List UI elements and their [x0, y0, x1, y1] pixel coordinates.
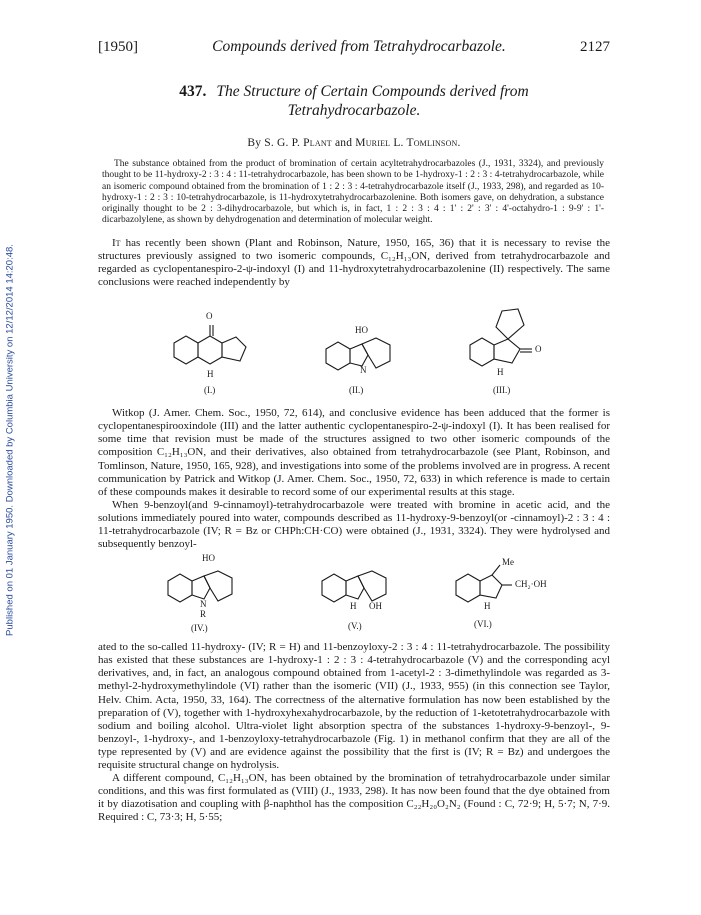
header-page-number: 2127	[579, 39, 610, 55]
structure-I-drawing	[174, 325, 246, 364]
structure-VI-label: (VI.)	[474, 619, 492, 630]
structure-III-drawing	[470, 309, 532, 366]
paragraph-4: ated to the so-called 11-hydroxy- (IV; R = H) and 11-benzoyloxy-2 : 3 : 4 : 11-tetrahydrocarbazole. The possibility has existed that these substances are 1-hydroxy-1 : 2 : 3 : 4-tetrahydrocarbazole (V) and the corresponding acyl derivatives, and, in fact, an analogous compound obtained from 1-acetyl-2 : 3-dimethylindole was regarded as 3-methyl-2-hydroxymethylindole (VI) rather than the isomeric (VII) (J., 1933, 955) (in this connection see Taylor, Helv. Chim. Acta, 1950, 33, 164). The correctness of the alternative formulation has now been established by the preparation of (V), together with 1-hydroxyhexahydrocarbazole, by the reduction of 1-ketotetrahydrocarbazole with sodium and boiling alcohol. Ultra-violet light absorption spectra of the substances 1-hydroxy-9-benzoyl-, 9-benzoyl-, 1-hydroxy-, and 1-benzoyloxy-tetrahydrocarbazole (Fig. 1) in methanol confirm that they are all of the type represented by (V) and are evidence against the possibility that the first is (IV; R = Bz) and undergoes the requisite structural change on hydrolysis.	[98, 641, 610, 772]
structure-I-oxygen: O	[206, 311, 213, 322]
structure-II-drawing	[326, 338, 390, 370]
article-title	[98, 82, 610, 120]
structure-V-label: (V.)	[348, 621, 362, 632]
structures-row-2	[98, 551, 610, 641]
structure-VI-drawing	[456, 565, 512, 602]
structures-row-1	[98, 289, 610, 407]
journal-page	[98, 38, 610, 825]
paragraph-1	[98, 237, 610, 289]
paragraph-2: Witkop (J. Amer. Chem. Soc., 1950, 72, 614), and conclusive evidence has been adduced that the former is cyclopentanespirooxindole (III) and the latter authentic cyclopentanespiro-2-ψ-indoxyl (I). It has been realised for some time that revision must be made of the structures assigned to two other isomeric compounds of the composition C₁₂H₁₃ON, and their derivatives, also obtained from tetrahydrocarbazole (see Plant, Robinson, and Tomlinson, Nature, 1950, 165, 928), and investigations into some of the problems involved are in progress. A recent communication by Patrick and Witkop (J. Amer. Chem. Soc., 1950, 72, 633) in which reference is made to certain of these compounds makes it desirable to record some of our experimental results at this stage.	[98, 407, 610, 498]
author-2: Muriel L. Tomlinson.	[355, 137, 461, 149]
structure-IV-substituent: R	[200, 609, 207, 620]
structure-II-nitrogen: N	[360, 365, 367, 376]
paragraph-1-lead: It	[112, 236, 121, 249]
structure-II-label: (II.)	[349, 385, 364, 396]
structure-I-hydrogen: H	[207, 369, 214, 380]
header-year: [1950]	[98, 39, 138, 55]
download-watermark	[0, 160, 20, 720]
structure-VI-methyl: Me	[502, 557, 514, 568]
structure-V-hydrogen: H	[350, 601, 357, 612]
paragraph-5: A different compound, C₁₂H₁₃ON, has been obtained by the bromination of tetrahydrocarbazole under similar conditions, and this was first formulated as (VIII) (J., 1933, 298). It has now been found that the dye obtained from it by diazotisation and coupling with β-naphthol has the composition C₂₂H₂₀O₂N₂ (Found : C, 72·9; H, 5·7; N, 7·9. Required : C, 73·3; H, 5·55;	[98, 772, 610, 824]
structure-V-hydroxyl: OH	[369, 601, 382, 612]
structure-IV-nitrogen: N	[200, 599, 207, 610]
abstract: The substance obtained from the product of bromination of certain acyltetrahydrocarbazoles (J., 1931, 3324), and previously thought to be 11-hydroxy-2 : 3 : 4 : 11-tetrahydrocarbazole, has been shown to be 1-hydroxy-1 : 2 : 3 : 4-tetrahydrocarbazole, while an isomeric compound obtained from the bromination of 1 : 2 : 3 : 4-tetrahydrocarbazole itself (J., 1933, 298), and regarded as 10-hydroxy-1 : 2 : 3 : 10-tetrahydrocarbazole, is 11-hydroxytetrahydrocarbazolenine. Both isomers gave, on dehydration, a substance originally thought to be 2 : 3-dihydrocarbazole, but which is, in fact, 1 : 2 : 3 : 4 : 1' : 2' : 3' : 4'-octahydro-1 : 9-9' : 1'-dicarbazolylene, as shown by dehydrogenation and determination of molecular weight.	[102, 159, 604, 226]
structure-I-label: (I.)	[204, 385, 216, 396]
title-line-1: The Structure of Certain Compounds derived from	[216, 83, 529, 100]
structure-IV-label: (IV.)	[191, 623, 208, 634]
structure-II-hydroxyl: HO	[355, 325, 368, 336]
author-1: Plant	[303, 137, 332, 149]
structure-III-label: (III.)	[493, 385, 511, 396]
header-running-title: Compounds derived from Tetrahydrocarbazole.	[212, 38, 506, 55]
article-number: 437.	[179, 83, 207, 100]
paragraph-1-text: has recently been shown (Plant and Robinson, Nature, 1950, 165, 36) that it is necessary to revise the structures previously assigned to two isomeric compounds, C₁₂H₁₃ON, derived from tetrahydrocarbazole and regarded as cyclopentanespiro-2-ψ-indoxyl (I) and 11-hydroxytetrahydrocarbazolenine (II) respectively. The same conclusions were reached independently by	[98, 236, 610, 289]
watermark-text[interactable]: Published on 01 January 1950. Downloaded by Columbia University on 12/12/2014 14:20:48.	[4, 244, 16, 636]
structure-VI-hydroxymethyl: CH₂·OH	[515, 579, 547, 590]
paragraph-3: When 9-benzoyl(and 9-cinnamoyl)-tetrahydrocarbazole were treated with bromine in acetic acid, and the solutions immediately poured into water, compounds described as 11-hydroxy-9-benzoyl(or -cinnamoyl)-2 : 3 : 4 : 11-tetrahydrocarbazole (IV; R = Bz or CHPh:CH·CO) were obtained (J., 1931, 3324). They were hydrolysed and subsequently benzoyl-	[98, 498, 610, 551]
title-line-2: Tetrahydrocarbazole.	[287, 102, 421, 119]
structure-III-oxygen: O	[535, 344, 542, 355]
authors-prefix: By S. G. P.	[247, 137, 301, 149]
authors	[98, 137, 610, 149]
structure-V-drawing	[322, 571, 386, 602]
structure-VI-hydrogen: H	[484, 601, 491, 612]
structure-IV-drawing	[168, 571, 232, 602]
structure-IV-hydroxyl: HO	[202, 553, 215, 564]
running-header	[98, 38, 610, 56]
authors-and: and	[334, 137, 353, 149]
structure-III-hydrogen: H	[497, 367, 504, 378]
